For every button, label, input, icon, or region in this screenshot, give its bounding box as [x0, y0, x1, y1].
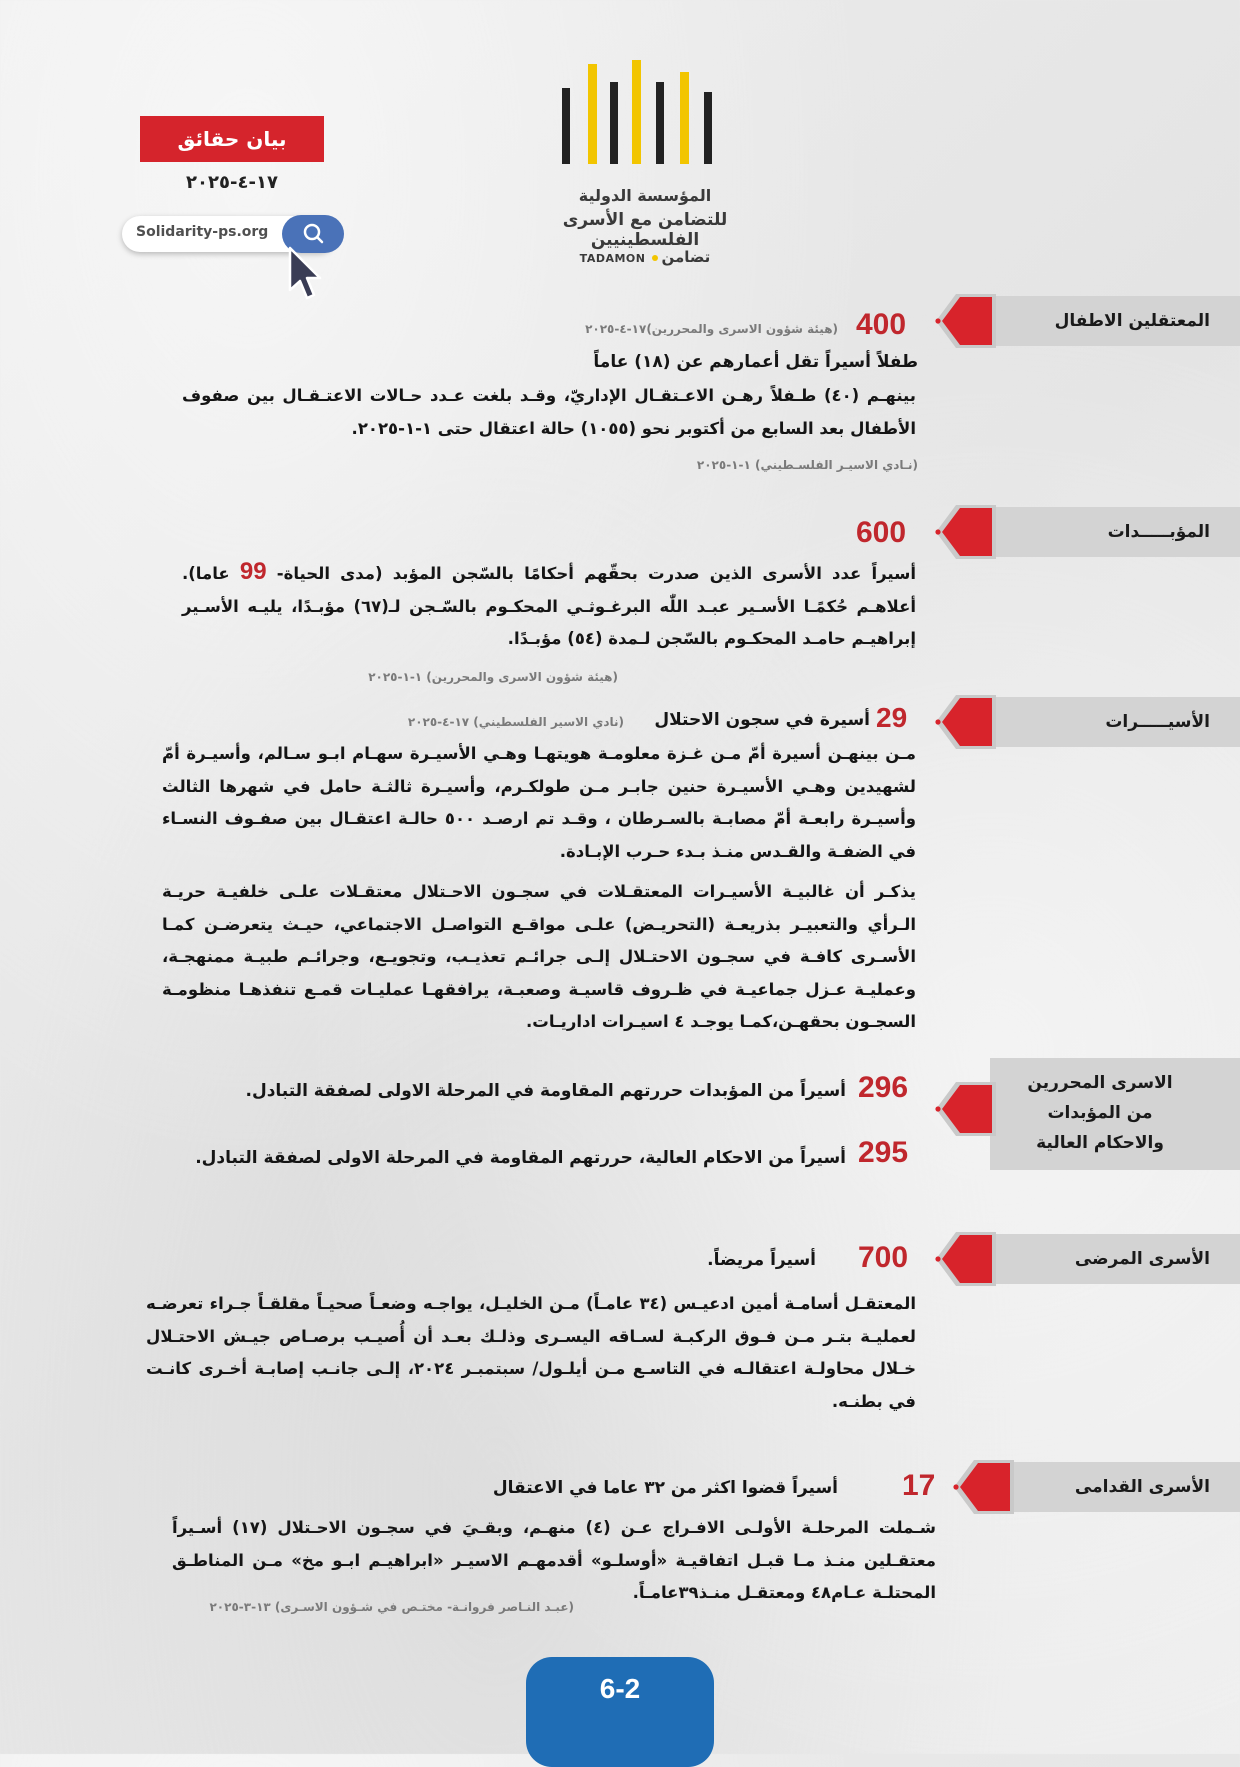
children-source: (هيئة شؤون الاسرى والمحررين)١٧-٤-٢٠٢٥ — [585, 322, 838, 336]
fact-sheet-badge: بيان حقائق — [140, 116, 324, 162]
organization-logo — [520, 58, 770, 278]
life-sentences-text-1: أسيراً عدد الأسرى الذين صدرت بحقّهم أحكامًا بالسّجن المؤبد (مدى الحياة- — [276, 564, 917, 583]
logo-tadamon — [520, 248, 770, 266]
life-sentences-body — [182, 556, 916, 656]
section-flag-icon — [934, 1076, 1006, 1142]
life-sentences-text-2: عاما). أعلاهـم حُكمًـا الأسـير عبـد اللّٰه البرغـوثـي المحكـوم بالسّـجن لـ(٦٧) مؤبـدًا، يليـه الأسـير إبراهيـم حامـد المحكـوم بالسّجن لـمدة (٥٤) مؤبـدًا. — [182, 564, 917, 648]
tab-children: المعتقلين الاطفال — [990, 296, 1240, 346]
veterans-source: (عبـد النـاصر فروانـة- مختـص في شـؤون الاسـرى) ١٣-٣-٢٠٢٥ — [209, 1600, 574, 1614]
life-sentences-inline-number: 99 — [239, 558, 267, 585]
logo-title-line2: للتضامن مع الأسرى الفلسطينيين — [562, 210, 728, 250]
veterans-number: 17 — [902, 1469, 936, 1502]
section-flag-icon — [934, 499, 1006, 565]
life-sentences-number: 600 — [856, 516, 907, 549]
veterans-body: شـملت المرحلـة الأولـى الافـراج عـن (٤) منهـم، وبقـيَ في سجـون الاحـتلال (١٧) أسـيراً معتقـلين منـذ مـا قبـل اتفاقيـة «أوسلـو» أقدمهـم الاسيـر «ابراهيـم ابـو مخ» مـن المناطـق المحتلـة عـام٤٨ ومعتقـل منـذ٣٩عامـاً. — [172, 1518, 937, 1602]
page-number: 6-2 — [599, 1673, 641, 1704]
tab-female-prisoners: الأسيـــــرات — [990, 697, 1240, 747]
section-flag-icon — [934, 689, 1006, 755]
logo-title-line1: المؤسسة الدولية — [578, 186, 712, 205]
section-flag-icon — [952, 1454, 1024, 1520]
logo-tadamon-en: TADAMON — [579, 252, 646, 265]
mouse-cursor-icon — [288, 246, 328, 304]
logo-bars-icon — [548, 58, 738, 168]
female-number: 29 — [876, 702, 908, 733]
tab-released-line2: من المؤبدات — [1047, 1103, 1153, 1124]
logo-tadamon-ar: تضامن — [661, 248, 711, 266]
logo-dot-icon — [652, 255, 658, 261]
female-headline: أسيرة في سجون الاحتلال — [654, 710, 870, 730]
website-url[interactable]: Solidarity-ps.org — [136, 224, 269, 240]
tab-veteran-prisoners: الأسرى القدامى — [990, 1462, 1240, 1512]
sick-headline: أسيراً مريضاً. — [707, 1250, 816, 1270]
sick-body: المعتقـل أسامـة أمين ادعيـس (٣٤ عامـاً) مـن الخليـل، يواجـه وضعـاً صحيـاً مقلقـاً جـراء تعرضـه لعمليـة بتـر مـن فـوق الركبـة لسـاقه اليسـرى وذلـك بعـد أن أُصيـب برصـاص جيـش الاحتـلال خـلال محاولـة اعتقالـه في التاسـع مـن أيلـول/ سبتمبـر ٢٠٢٤، إلـى جانـب إصابـة أخـرى كانـت في بطنـه. — [146, 1294, 916, 1411]
released-high-text: أسيراً من الاحكام العالية، حررتهم المقاومة في المرحلة الاولى لصفقة التبادل. — [195, 1148, 846, 1168]
released-life-number: 296 — [858, 1071, 909, 1104]
released-life-text: أسيراً من المؤبدات حررتهم المقاومة في المرحلة الاولى لصفقة التبادل. — [245, 1081, 846, 1101]
tab-released-prisoners — [990, 1058, 1240, 1170]
female-body-1: مـن بينهـن أسيرة أمّ مـن غـزة معلومـة هويتهـا وهـي الأسيـرة سهـام ابـو سـالم، وأسيـرة أمّ لشهيدين وهـي الأسيـرة حنين جابـر مـن طولكـرم، وأسيـرة ثالثـة حامل في شهرها الثالث وأسيـرة رابعـة أمّ مصابـة بالسـرطان ، وقـد تم ارصـد ٥٠٠ حالـة اعتقـال بين صفـوف النسـاء في الضفـة والقـدس منـذ بـدء حـرب الإبـادة. — [162, 744, 916, 861]
tab-released-line3: والاحكام العالية — [1036, 1132, 1164, 1153]
children-number: 400 — [856, 308, 907, 341]
sick-number: 700 — [858, 1241, 909, 1274]
section-flag-icon — [934, 288, 1006, 354]
tab-life-sentences: المؤبـــــدات — [990, 507, 1240, 557]
section-flag-icon — [934, 1226, 1006, 1292]
children-body: بينهـم (٤٠) طـفلاً رهـن الاعـتقـال الإداريّ، وقـد بلغت عـدد حـالات الاعتـقـال بين صفوف الأطفال بعد السابع من أكتوبر نحو (١٠٥٥) حالة اعتقال حتى ١-١-٢٠٢٥. — [182, 386, 916, 438]
life-sentences-source: (هيئة شؤون الاسرى والمحررين) ١-١-٢٠٢٥ — [368, 670, 618, 684]
children-headline: طفلاً أسيراً تقل أعمارهم عن (١٨) عاماً — [593, 352, 918, 372]
document-date: ١٧-٤-٢٠٢٥ — [186, 172, 278, 193]
tab-released-line1: الاسرى المحررين — [1027, 1073, 1173, 1094]
female-body-2: يذكـر أن غالبيـة الأسيـرات المعتقـلات في سجـون الاحـتلال معتقـلات علـى خلفيـة حريـة الـرأي والتعبيـر بذريعـة (التحريـض) علـى مواقـع التواصـل الاجتماعي، حيـث يتعرضـن كمـا الأسـرى كافـة في سجـون الاحتـلال إلـى جرائـم تعذيـب، وتجويـع، وجرائـم طبيـة ممنهجـة، وعمليـة عـزل جماعيـة في ظـروف قاسيـة وصعبـة، يرافقهـا عمليـات قمـع تنفذهـا منظومـة السجـون بحقهـن،كمـا يوجـد ٤ اسيـرات اداريـات. — [162, 882, 916, 1031]
veterans-headline: أسيراً قضوا اكثر من ٣٢ عاما في الاعتقال — [492, 1478, 838, 1498]
children-source-2: (نـادي الاسيـر الفلسـطيني) ١-١-٢٠٢٥ — [696, 458, 918, 472]
female-source: (نادي الاسير الفلسطيني) ١٧-٤-٢٠٢٥ — [407, 715, 624, 729]
released-high-number: 295 — [858, 1136, 909, 1169]
tab-sick-prisoners: الأسرى المرضى — [990, 1234, 1240, 1284]
